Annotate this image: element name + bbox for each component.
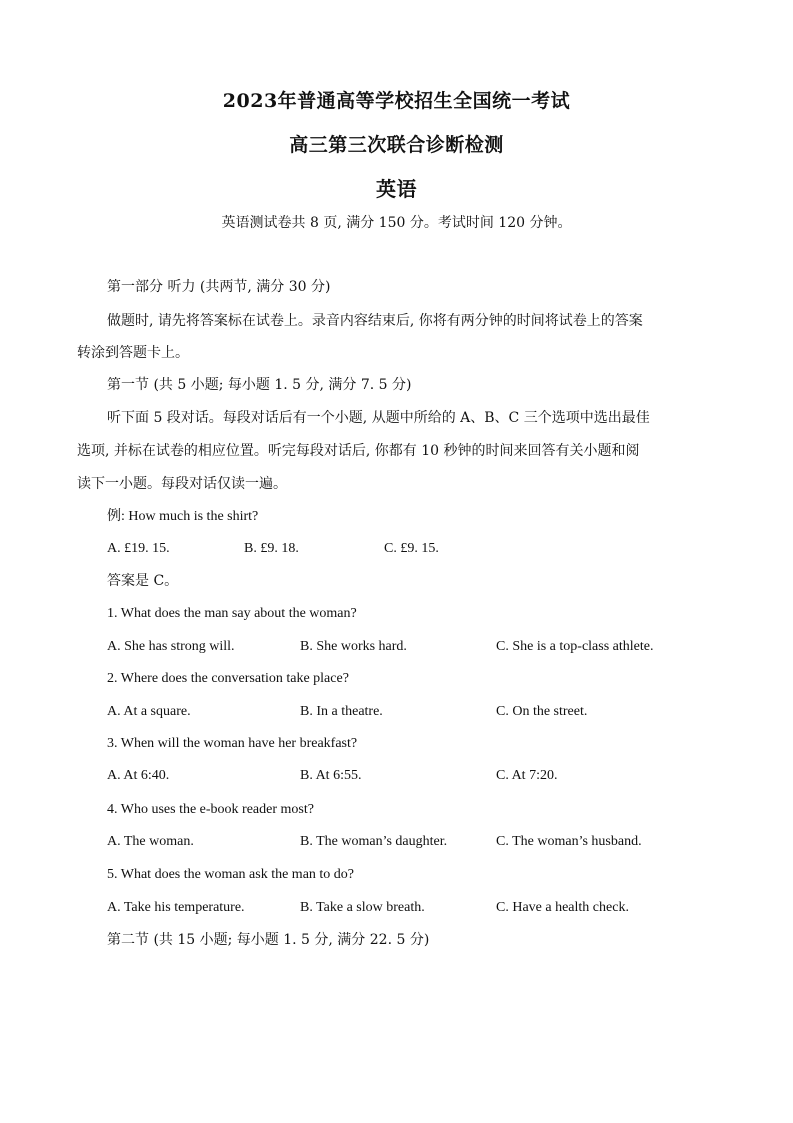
example-option-c: C. £9. 15. <box>384 541 439 556</box>
q3-option-b: B. At 6:55. <box>300 768 362 783</box>
q2-option-c: C. On the street. <box>496 704 588 719</box>
q5-option-a: A. Take his temperature. <box>107 900 245 915</box>
example-answer: 答案是 C。 <box>107 573 179 589</box>
example-option-a: A. £19. 15. <box>107 541 170 556</box>
exam-subtitle: 高三第三次联合诊断检测 <box>289 134 504 156</box>
q5-option-b: B. Take a slow breath. <box>300 900 425 915</box>
part1-instruction-line1: 做题时, 请先将答案标在试卷上。录音内容结束后, 你将有两分钟的时间将试卷上的答案 <box>107 313 643 329</box>
q1-option-c: C. She is a top-class athlete. <box>496 639 654 654</box>
section1-instruction-line2: 选项, 并标在试卷的相应位置。听完每段对话后, 你都有 10 秒钟的时间来回答有关小题和阅 <box>77 443 640 459</box>
q1-option-b: B. She works hard. <box>300 639 407 654</box>
section2-heading: 第二节 (共 15 小题; 每小题 1. 5 分, 满分 22. 5 分) <box>107 932 430 948</box>
example-question: 例: How much is the shirt? <box>107 509 259 524</box>
q2-option-b: B. In a theatre. <box>300 704 383 719</box>
question-1: 1. What does the man say about the woman? <box>107 606 357 621</box>
q4-option-c: C. The woman’s husband. <box>496 834 642 849</box>
q3-option-a: A. At 6:40. <box>107 768 170 783</box>
exam-info: 英语测试卷共 8 页, 满分 150 分。考试时间 120 分钟。 <box>221 215 572 231</box>
example-option-b: B. £9. 18. <box>244 541 299 556</box>
question-4: 4. Who uses the e-book reader most? <box>107 802 314 817</box>
section1-instruction-line1: 听下面 5 段对话。每段对话后有一个小题, 从题中所给的 A、B、C 三个选项中选出最佳 <box>107 410 650 426</box>
question-2: 2. Where does the conversation take place? <box>107 671 349 686</box>
q1-option-a: A. She has strong will. <box>107 639 235 654</box>
q2-option-a: A. At a square. <box>107 704 191 719</box>
part1-instruction-line2: 转涂到答题卡上。 <box>77 345 189 361</box>
subject-title: 英语 <box>376 177 417 201</box>
section1-instruction-line3: 读下一小题。每段对话仅读一遍。 <box>77 476 287 492</box>
part1-heading: 第一部分 听力 (共两节, 满分 30 分) <box>107 279 331 295</box>
q5-option-c: C. Have a health check. <box>496 900 629 915</box>
question-5: 5. What does the woman ask the man to do? <box>107 867 355 882</box>
q4-option-b: B. The woman’s daughter. <box>300 834 448 849</box>
exam-title: 2023年普通高等学校招生全国统一考试 <box>222 90 571 112</box>
q3-option-c: C. At 7:20. <box>496 768 558 783</box>
section1-heading: 第一节 (共 5 小题; 每小题 1. 5 分, 满分 7. 5 分) <box>107 377 412 393</box>
q4-option-a: A. The woman. <box>107 834 194 849</box>
question-3: 3. When will the woman have her breakfast? <box>107 736 358 751</box>
